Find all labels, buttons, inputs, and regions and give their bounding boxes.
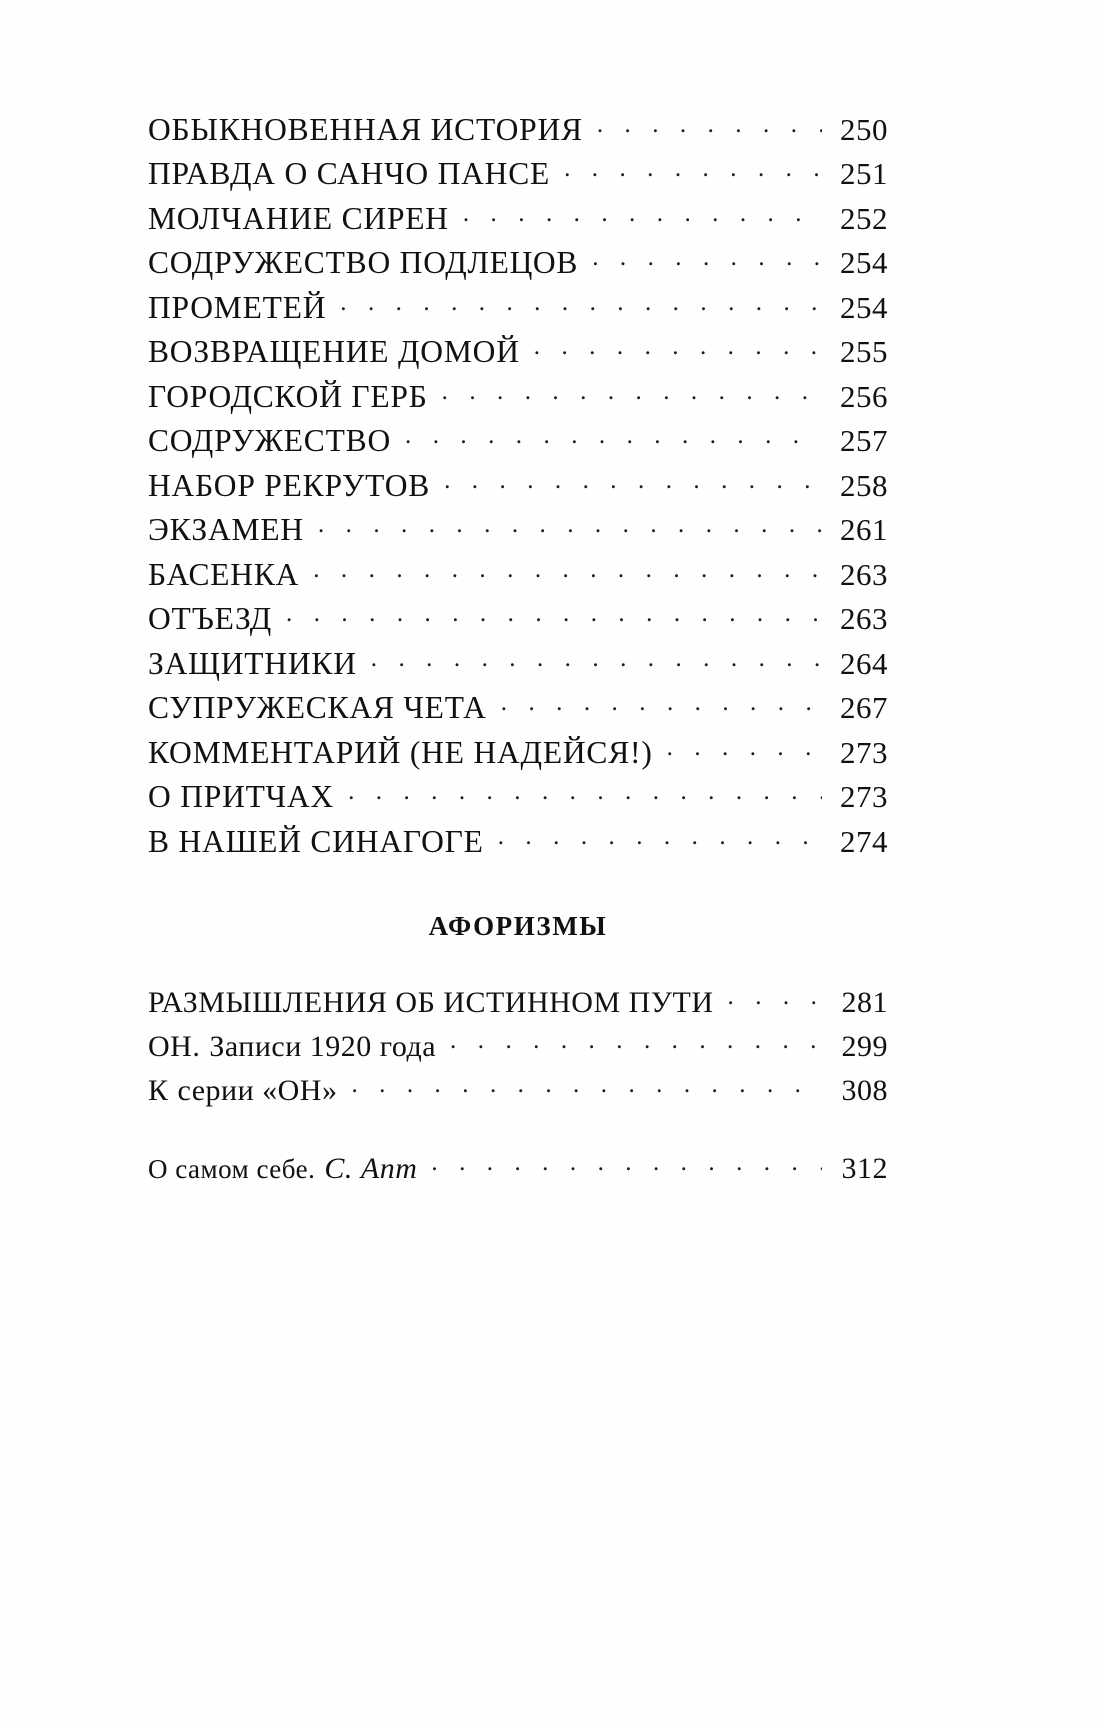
toc-entry-page: 263	[840, 556, 888, 592]
toc-entry[interactable]	[148, 820, 888, 865]
toc-entry-author: С. Апт	[324, 1151, 418, 1185]
toc-entry[interactable]	[148, 197, 888, 242]
toc-entry-title: КОММЕНТАРИЙ (НЕ НАДЕЙСЯ!)	[148, 734, 653, 770]
toc-entry-title: СОДРУЖЕСТВО ПОДЛЕЦОВ	[148, 245, 579, 280]
toc-entry[interactable]	[148, 153, 888, 198]
leader-dots	[728, 982, 822, 1012]
toc-entry[interactable]	[148, 1070, 888, 1114]
toc-entry-title: ВОЗВРАЩЕНИЕ ДОМОЙ	[148, 334, 520, 369]
leader-dots	[498, 820, 822, 852]
toc-entry-page: 258	[840, 467, 888, 503]
toc-entry[interactable]	[148, 553, 888, 598]
toc-entry-page: 312	[841, 1151, 888, 1185]
toc-entry-page: 257	[840, 423, 888, 458]
toc-entry[interactable]	[148, 598, 888, 643]
toc-entry[interactable]	[148, 108, 888, 153]
toc-entry-page: 264	[840, 645, 888, 681]
toc-entry-title: ОН.	[148, 1029, 201, 1063]
toc-entry-page: 255	[840, 334, 888, 369]
leader-dots	[450, 1026, 822, 1056]
leader-dots	[564, 153, 822, 185]
toc-entry-page: 281	[841, 985, 888, 1019]
toc-entry-page: 252	[840, 200, 888, 236]
block-spacer	[148, 1114, 888, 1148]
toc-entry-page: 251	[840, 156, 888, 191]
toc-entry[interactable]	[148, 982, 888, 1026]
leader-dots	[442, 375, 822, 407]
toc-entry-title: НАБОР РЕКРУТОВ	[148, 467, 431, 503]
leader-dots	[405, 420, 822, 452]
table-of-contents	[148, 108, 888, 1192]
toc-entry[interactable]	[148, 776, 888, 821]
toc-stories-block	[148, 108, 888, 865]
toc-entry-subtitle: серии «ОН»	[177, 1073, 338, 1107]
toc-entry[interactable]	[148, 331, 888, 376]
toc-entry-page: 254	[840, 245, 888, 280]
toc-entry-title: РАЗМЫШЛЕНИЯ ОБ ИСТИННОМ ПУТИ	[148, 985, 714, 1019]
toc-aphorisms-block	[148, 982, 888, 1192]
toc-entry-title: ПРАВДА О САНЧО ПАНСЕ	[148, 156, 551, 191]
toc-entry[interactable]	[148, 286, 888, 331]
leader-dots	[431, 1148, 822, 1178]
leader-dots	[371, 642, 822, 674]
toc-entry-title: СОДРУЖЕСТВО	[148, 423, 391, 458]
leader-dots	[318, 509, 822, 541]
toc-entry-page: 273	[840, 734, 888, 770]
toc-entry-page: 250	[840, 111, 888, 147]
toc-entry[interactable]	[148, 375, 888, 420]
toc-entry-page: 261	[840, 512, 888, 547]
toc-entry-title: БАСЕНКА	[148, 556, 300, 592]
leader-dots	[501, 687, 822, 719]
toc-entry-page: 267	[840, 690, 888, 725]
leader-dots	[286, 598, 822, 630]
leader-dots	[348, 776, 822, 808]
toc-entry-page: 299	[841, 1029, 888, 1063]
section-heading-aphorisms: АФОРИЗМЫ	[428, 910, 608, 941]
block-spacer	[148, 865, 888, 911]
toc-entry-page: 308	[841, 1073, 888, 1107]
toc-entry[interactable]	[148, 242, 888, 287]
leader-dots	[667, 731, 822, 763]
toc-entry-title: ГОРОДСКОЙ ГЕРБ	[148, 378, 428, 414]
toc-entry-title: ЗАЩИТНИКИ	[148, 645, 357, 681]
toc-entry-title: В НАШЕЙ СИНАГОГЕ	[148, 823, 484, 859]
toc-entry-page: 256	[840, 378, 888, 414]
leader-dots	[534, 331, 822, 363]
toc-entry[interactable]	[148, 687, 888, 732]
toc-entry[interactable]	[148, 731, 888, 776]
toc-entry-title: ОБЫКНОВЕННАЯ ИСТОРИЯ	[148, 111, 583, 147]
toc-entry-afterword[interactable]	[148, 1148, 888, 1192]
toc-entry[interactable]	[148, 464, 888, 509]
toc-entry-title: СУПРУЖЕСКАЯ ЧЕТА	[148, 690, 487, 725]
toc-entry[interactable]	[148, 1026, 888, 1070]
toc-entry-title: ОТЪЕЗД	[148, 601, 273, 636]
leader-dots	[444, 464, 822, 496]
toc-entry-subtitle: Записи 1920 года	[209, 1029, 437, 1063]
leader-dots	[340, 286, 822, 318]
toc-entry-page: 273	[840, 779, 888, 814]
toc-entry[interactable]	[148, 642, 888, 687]
toc-entry-title: О самом себе.	[148, 1153, 316, 1184]
toc-entry-title: К	[148, 1073, 169, 1107]
leader-dots	[592, 242, 822, 274]
toc-entry-page: 254	[840, 289, 888, 325]
block-spacer	[148, 942, 888, 982]
toc-entry[interactable]	[148, 509, 888, 554]
leader-dots	[597, 108, 822, 140]
leader-dots	[351, 1070, 822, 1100]
toc-entry-title: ПРОМЕТЕЙ	[148, 289, 327, 325]
leader-dots	[463, 197, 822, 229]
toc-entry[interactable]	[148, 420, 888, 465]
toc-entry-title: МОЛЧАНИЕ СИРЕН	[148, 200, 449, 236]
toc-entry-title: О ПРИТЧАХ	[148, 779, 335, 814]
leader-dots	[313, 553, 822, 585]
toc-entry-title: ЭКЗАМЕН	[148, 512, 304, 547]
toc-entry-page: 274	[840, 823, 888, 859]
toc-entry-page: 263	[840, 601, 888, 636]
